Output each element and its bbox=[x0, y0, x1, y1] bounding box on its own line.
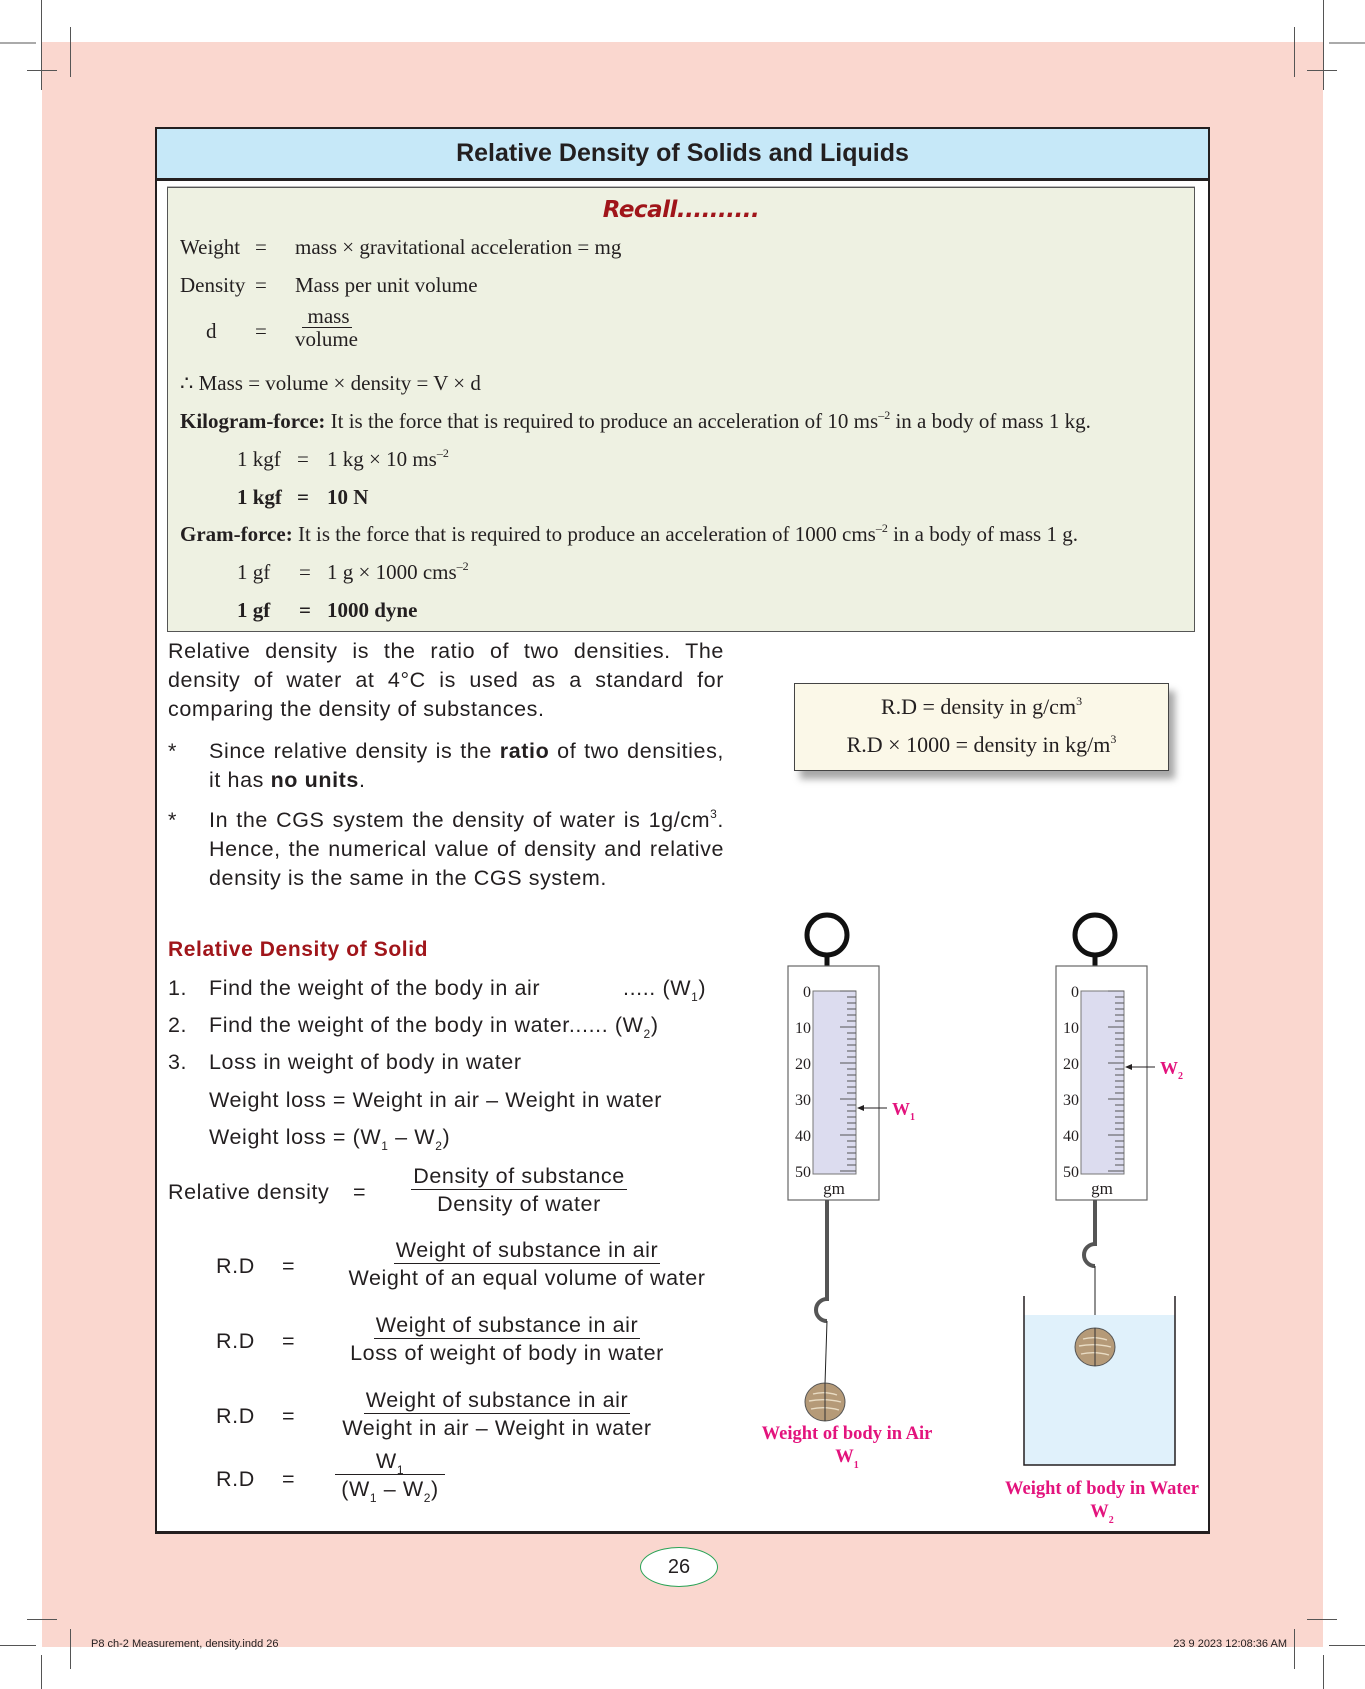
crop-mark bbox=[1307, 1619, 1337, 1620]
rd-units-line-1: R.D = density in $g/cm^3$ bbox=[880, 694, 1083, 719]
spring-balance-water bbox=[1024, 915, 1183, 1465]
scale-tick-40: 40 bbox=[1063, 1128, 1079, 1145]
solid-heading: Relative Density of Solid bbox=[168, 938, 429, 961]
scale-tick-0: 0 bbox=[803, 984, 811, 1001]
scale-tick-10: 10 bbox=[795, 1020, 811, 1037]
crop-mark bbox=[41, 0, 42, 90]
scale-tick-30: 30 bbox=[1063, 1092, 1079, 1109]
rd-equals: = bbox=[353, 1180, 367, 1204]
weight-definition: Weight = mass × gravitational acceleration = mg bbox=[180, 235, 622, 259]
rd-2-fraction: Weight of substance in air Loss of weight of body in water bbox=[350, 1313, 664, 1365]
crop-mark bbox=[0, 42, 36, 44]
kgf-equation-1: 1 kgf = 1 kg × 10 $ms^{-2}$ bbox=[237, 446, 449, 471]
scale-tick-20: 20 bbox=[1063, 1056, 1079, 1073]
scale-tick-40: 40 bbox=[795, 1128, 811, 1145]
rd-3-label: R.D bbox=[216, 1404, 255, 1428]
footer-filename: P8 ch-2 Measurement, density.indd 26 bbox=[91, 1638, 279, 1650]
rd-3-equals: = bbox=[282, 1404, 296, 1428]
weight-loss-line-2: Weight loss = $(W_1 - W_2)$ bbox=[209, 1125, 451, 1153]
density-fraction: mass volume bbox=[295, 304, 358, 351]
scale-tick-0: 0 bbox=[1071, 984, 1079, 1001]
rd-4-label: R.D bbox=[216, 1467, 255, 1491]
page-number-badge: 26 bbox=[640, 1547, 718, 1587]
spring-balance-air bbox=[788, 915, 915, 1421]
pointer-label-w2: $W_2$ bbox=[1160, 1058, 1183, 1082]
step-1: 1. Find the weight of the body in air ..... $(W_1)$ bbox=[168, 976, 707, 1004]
page-title-bar bbox=[157, 129, 1208, 181]
crop-mark bbox=[70, 1629, 71, 1669]
recall-title: Recall.......... bbox=[602, 197, 760, 223]
crop-mark bbox=[1323, 0, 1324, 90]
crop-mark bbox=[27, 1619, 57, 1620]
bullet-no-units: * Since relative density is the ratio of two densities, it has no units. bbox=[168, 739, 725, 792]
scale-unit: gm bbox=[1091, 1179, 1113, 1198]
crop-mark bbox=[1329, 1645, 1365, 1646]
crop-mark bbox=[41, 1655, 42, 1689]
crop-mark bbox=[1307, 70, 1337, 71]
rd-1-label: R.D bbox=[216, 1254, 255, 1278]
scale-tick-20: 20 bbox=[795, 1056, 811, 1073]
rd-3-fraction: Weight of substance in air Weight in air – Weight in water bbox=[342, 1388, 652, 1440]
rd-units-line-2: R.D × 1000 = density in $kg/m^3$ bbox=[846, 732, 1117, 757]
crop-mark bbox=[27, 70, 57, 71]
rd-units-box bbox=[794, 683, 1169, 771]
recall-box bbox=[167, 187, 1195, 632]
scale-tick-50: 50 bbox=[1063, 1164, 1079, 1181]
step-3: 3. Loss in weight of body in water bbox=[168, 1050, 522, 1074]
rd-label: Relative density bbox=[168, 1180, 330, 1204]
intro-paragraph: Relative density is the ratio of two densities. The density of water at 4°C is used as a standard for comparing the density of substances. bbox=[168, 639, 724, 721]
d-label: d bbox=[206, 319, 217, 343]
scale-tick-50: 50 bbox=[795, 1164, 811, 1181]
gf-equation-2: 1 gf = 1000 dyne bbox=[237, 598, 418, 622]
footer-timestamp: 23 9 2023 12:08:36 AM bbox=[1173, 1638, 1287, 1650]
rd-fraction: Density of substance Density of water bbox=[413, 1164, 625, 1216]
step-2: 2. Find the weight of the body in water...... $(W_2)$ bbox=[168, 1013, 659, 1041]
scale-tick-30: 30 bbox=[795, 1092, 811, 1109]
kgf-definition: Kilogram-force: It is the force that is required to produce an acceleration of 10 $ms^{-2}$ in a body of mass 1 kg. bbox=[180, 408, 1091, 433]
rd-4-fraction: $\frac{W_1}{(W_1 - W_2)}$ bbox=[335, 1447, 445, 1502]
crop-mark bbox=[0, 1645, 36, 1646]
content-box bbox=[155, 127, 1210, 1534]
rd-1-equals: = bbox=[282, 1254, 296, 1278]
d-equals: = bbox=[255, 319, 267, 343]
hanging-ring-icon bbox=[1075, 915, 1115, 955]
bullet-cgs: * In the CGS system the density of water is $1g/cm^3$. Hence, the numerical value of density and relative density is the same in the CGS system. bbox=[168, 807, 724, 890]
rd-2-label: R.D bbox=[216, 1329, 255, 1353]
scale-tick-10: 10 bbox=[1063, 1020, 1079, 1037]
crop-mark bbox=[1294, 1629, 1295, 1669]
crop-mark bbox=[1329, 42, 1365, 44]
weight-loss-line-1: Weight loss = Weight in air – Weight in water bbox=[209, 1088, 663, 1112]
gf-equation-1: 1 gf = 1 g × 1000 cms$^{-2}$ bbox=[237, 559, 469, 584]
crop-mark bbox=[1323, 1655, 1324, 1689]
crop-mark bbox=[70, 27, 71, 77]
caption-air: Weight of body in Air $W_1$ bbox=[761, 1424, 933, 1471]
hanging-ring-icon bbox=[807, 915, 847, 955]
density-definition: Density = Mass per unit volume bbox=[180, 273, 478, 297]
page-title: Relative Density of Solids and Liquids bbox=[456, 139, 909, 167]
scale-unit: gm bbox=[823, 1179, 845, 1198]
pointer-label-w1: $W_1$ bbox=[892, 1099, 915, 1123]
rd-2-equals: = bbox=[282, 1329, 296, 1353]
crop-mark bbox=[1294, 27, 1295, 77]
mass-relation: ∴ Mass = volume × density = V × d bbox=[180, 371, 481, 395]
rd-1-fraction: Weight of substance in air Weight of an equal volume of water bbox=[348, 1238, 706, 1290]
rd-4-equals: = bbox=[282, 1467, 296, 1491]
caption-water: Weight of body in Water $W_2$ bbox=[1005, 1479, 1199, 1526]
kgf-equation-2: 1 kgf = 10 N bbox=[237, 485, 369, 509]
gf-definition: Gram-force: It is the force that is required to produce an acceleration of 1000 cms$^{-2}$ in a body of mass 1 g. bbox=[180, 521, 1078, 546]
